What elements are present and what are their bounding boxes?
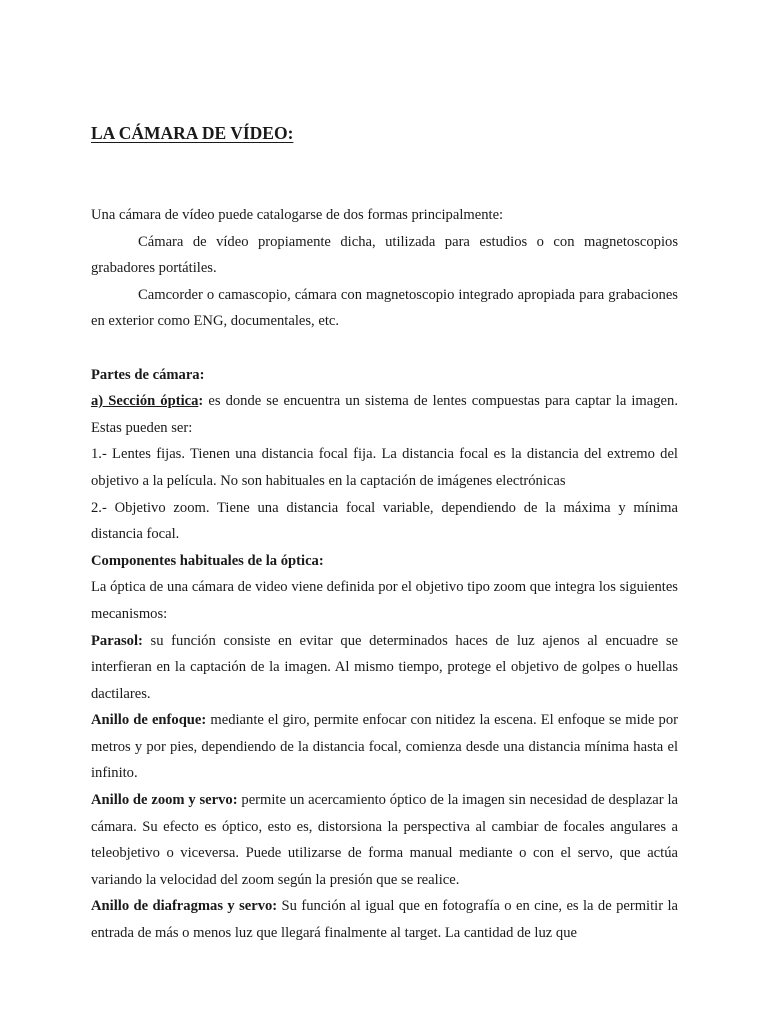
intro-paragraph: Una cámara de vídeo puede catalogarse de dos formas principalmente: bbox=[91, 207, 504, 223]
camera-type-2: Camcorder o camascopio, cámara con magnetoscopio integrado apropiada para grabaciones en exterior como ENG, documentales, etc. bbox=[91, 286, 678, 330]
page-title: LA CÁMARA DE VÍDEO: bbox=[91, 123, 294, 143]
section-a-text: es donde se encuentra un sistema de lentes compuestas para captar la imagen. Estas pueden ser: bbox=[91, 393, 678, 436]
diafragma-text: Su función al igual que en fotografía o en cine, es la de permitir la entrada de más o menos luz que llegará finalmente al target. La cantidad de luz que bbox=[91, 898, 678, 942]
zoom-text: permite un acercamiento óptico de la imagen sin necesidad de desplazar la cámara. Su efecto es óptico, esto es, distorsiona la perspectiva al cambiar de focales angulares a teleobjetivo o viceversa. Puede utilizarse de forma manual mediante o con el servo, que actúa variando la velocidad del zoom según la presión que se realice. bbox=[91, 792, 678, 888]
components-heading-text: Componentes habituales de la óptica: bbox=[91, 552, 324, 569]
parts-heading-text: Partes de cámara: bbox=[91, 366, 205, 383]
zoom-paragraph bbox=[91, 787, 678, 893]
parts-heading bbox=[91, 362, 678, 389]
parasol-text: su función consiste en evitar que determinados haces de luz ajenos al encuadre se interfieran en la captación de la imagen. Al mismo tiempo, protege el objetivo de golpes o huellas dactilares. bbox=[91, 632, 678, 702]
components-heading bbox=[91, 548, 678, 575]
document-body bbox=[91, 202, 678, 947]
enfoque-label: Anillo de enfoque: bbox=[91, 712, 207, 729]
diafragma-label: Anillo de diafragmas y servo: bbox=[91, 898, 278, 915]
parasol-label: Parasol: bbox=[91, 632, 143, 649]
enfoque-text: mediante el giro, permite enfocar con nitidez la escena. El enfoque se mide por metros y por pies, dependiendo de la distancia focal, comienza desde una distancia mínima hasta el infinito. bbox=[91, 712, 678, 782]
enfoque-paragraph bbox=[91, 707, 678, 787]
parasol-paragraph bbox=[91, 628, 678, 708]
lens-type-2: 2.- Objetivo zoom. Tiene una distancia focal variable, dependiendo de la máxima y mínima distancia focal. bbox=[91, 499, 678, 543]
section-a-label: a) Sección óptica bbox=[91, 393, 199, 410]
camera-type-1: Cámara de vídeo propiamente dicha, utilizada para estudios o con magnetoscopios grabadores portátiles. bbox=[91, 233, 678, 277]
section-a-colon: : bbox=[198, 393, 204, 410]
zoom-label: Anillo de zoom y servo: bbox=[91, 792, 238, 809]
diafragma-paragraph bbox=[91, 893, 678, 946]
paragraph-gap bbox=[91, 335, 678, 362]
section-a-paragraph bbox=[91, 388, 678, 441]
lens-type-1: 1.- Lentes fijas. Tienen una distancia focal fija. La distancia focal es la distancia del extremo del objetivo a la película. No son habituales en la captación de imágenes electrónicas bbox=[91, 446, 678, 489]
components-intro: La óptica de una cámara de video viene definida por el objetivo tipo zoom que integra los siguientes mecanismos: bbox=[91, 579, 678, 622]
